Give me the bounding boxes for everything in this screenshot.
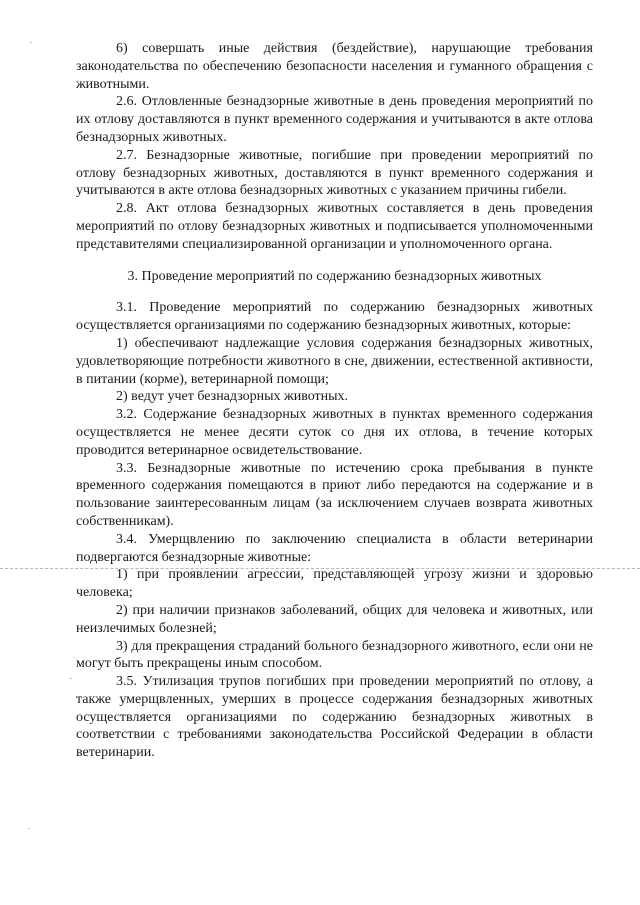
- list-item: 3) для прекращения страданий больного безнадзорного животного, если они не могут быть прекращены иным способом.: [76, 638, 593, 672]
- section-heading: 3. Проведение мероприятий по содержанию безнадзорных животных: [127, 268, 542, 284]
- margin-speck: [30, 42, 32, 43]
- paragraph: 2.8. Акт отлова безнадзорных животных составляется в день проведения мероприятий по отлову безнадзорных животных и подписывается уполномоченными представителями специализированной организации и уполномоченного органа.: [76, 201, 593, 252]
- paragraph: 3.1. Проведение мероприятий по содержанию безнадзорных животных осуществляется организациями по содержанию безнадзорных животных, которые:: [76, 300, 593, 334]
- document-body: [76, 40, 593, 762]
- margin-speck: [70, 678, 72, 679]
- paragraph: 6) совершать иные действия (бездействие), нарушающие требования законодательства по обеспечению безопасности населения и гуманного обращения с животными.: [76, 41, 593, 92]
- paragraph: 2.7. Безнадзорные животные, погибшие при проведении мероприятий по отлову безнадзорных животных, доставляются в пункт временного содержания и учитываются в акте отлова безнадзорных животных с указанием причины гибели.: [76, 147, 593, 199]
- list-item: 2) ведут учет безнадзорных животных.: [116, 389, 349, 405]
- list-item: 2) при наличии признаков заболеваний, общих для человека и животных, или неизлечимых болезней;: [76, 602, 593, 636]
- paragraph: 3.5. Утилизация трупов погибших при проведении мероприятий по отлову, а также умерщвленных, умерших в процессе содержания безнадзорных животных осуществляется организациями по содержанию безнадзорных животных в соответствии с требованиями законодательства Российской Федерации в области ветеринарии.: [76, 674, 593, 761]
- paragraph: 3.4. Умерщвлению по заключению специалиста в области ветеринарии подвергаются безнадзорные животные:: [76, 531, 593, 565]
- paragraph: 2.6. Отловленные безнадзорные животные в день проведения мероприятий по их отлову доставляются в пункт временного содержания и учитываются в акте отлова безнадзорных животных.: [76, 94, 593, 145]
- paragraph: 3.2. Содержание безнадзорных животных в пунктах временного содержания осуществляется не менее десяти суток со дня их отлова, в течение которых проводится ветеринарное освидетельствование.: [76, 407, 593, 458]
- margin-speck: [28, 828, 30, 829]
- list-item: 1) при проявлении агрессии, представляющей угрозу жизни и здоровью человека;: [76, 567, 593, 601]
- list-item: 1) обеспечивают надлежащие условия содержания безнадзорных животных, удовлетворяющие потребности животного в сне, движении, естественной активности, в питании (корме), ветеринарной помощи;: [76, 335, 593, 387]
- paragraph: 3.3. Безнадзорные животные по истечению срока пребывания в пункте временного содержания помещаются в приют либо передаются на содержание и в пользование заинтересованным лицам (за исключением случаев возврата животных собственникам).: [76, 460, 593, 529]
